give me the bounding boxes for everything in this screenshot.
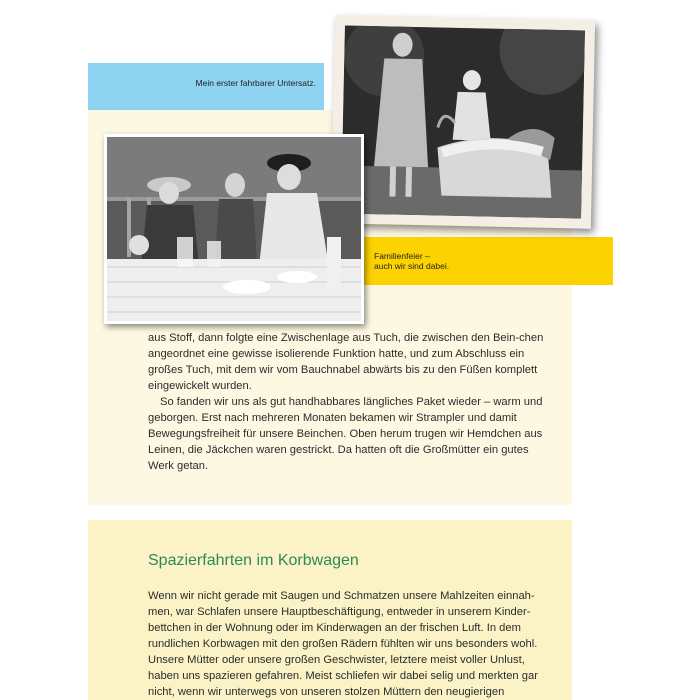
paragraph: aus Stoff, dann folgte eine Zwischenlage aus Tuch, die zwischen den Bein-chen angeordnet eine gewisse isolierende Funktion hatte, und zum Abschluss ein großes Tuch, mit dem wir vom Bauchnabel abwärts bis zu den Füßen komplett eingewickelt wurden.	[148, 332, 544, 392]
photo-pram-image	[341, 26, 585, 219]
paragraph: So fanden wir uns als gut handhabbares längliches Paket wieder – warm und geborgen. Erst nach mehreren Monaten bekamen wir Strampler und damit Bewegungsfreiheit für unsere Beinchen. Oben herum trugen wir Hemdchen aus Leinen, die Jäckchen waren gestrickt. Da hatten oft die Großmütter ein gutes Werk getan.	[148, 396, 543, 472]
caption-box-family	[336, 237, 613, 285]
body-text-upper	[148, 330, 554, 474]
photo-family-image	[107, 137, 361, 321]
section-heading: Spazierfahrten im Korbwagen	[148, 552, 359, 569]
family-photo-illustration	[107, 137, 361, 321]
photo-pram	[331, 15, 595, 228]
photo-family-table	[104, 134, 364, 324]
caption-pram: Mein erster fahrbarer Untersatz.	[195, 78, 316, 88]
caption-box-pram	[88, 63, 324, 110]
caption-family: Familienfeier – auch wir sind dabei.	[374, 251, 450, 271]
body-text-lower	[148, 588, 554, 700]
pram-photo-illustration	[341, 26, 585, 219]
paragraph: Wenn wir nicht gerade mit Saugen und Schmatzen unsere Mahlzeiten einnah-men, war Schlafen unsere Hauptbeschäftigung, entweder in unserem Kinder-bettchen in der Wohnung oder im Kinderwagen an der frischen Luft. In dem rundlichen Korbwagen mit den großen Rädern fühlten wir uns besonders wohl. Unsere Mütter oder unsere großen Geschwister, letztere meist voller Unlust, haben uns spazieren gefahren. Meist schliefen wir dabei selig und merkten gar nicht, wenn wir unterwegs von unseren stolzen Müttern den neugierigen	[148, 590, 538, 698]
